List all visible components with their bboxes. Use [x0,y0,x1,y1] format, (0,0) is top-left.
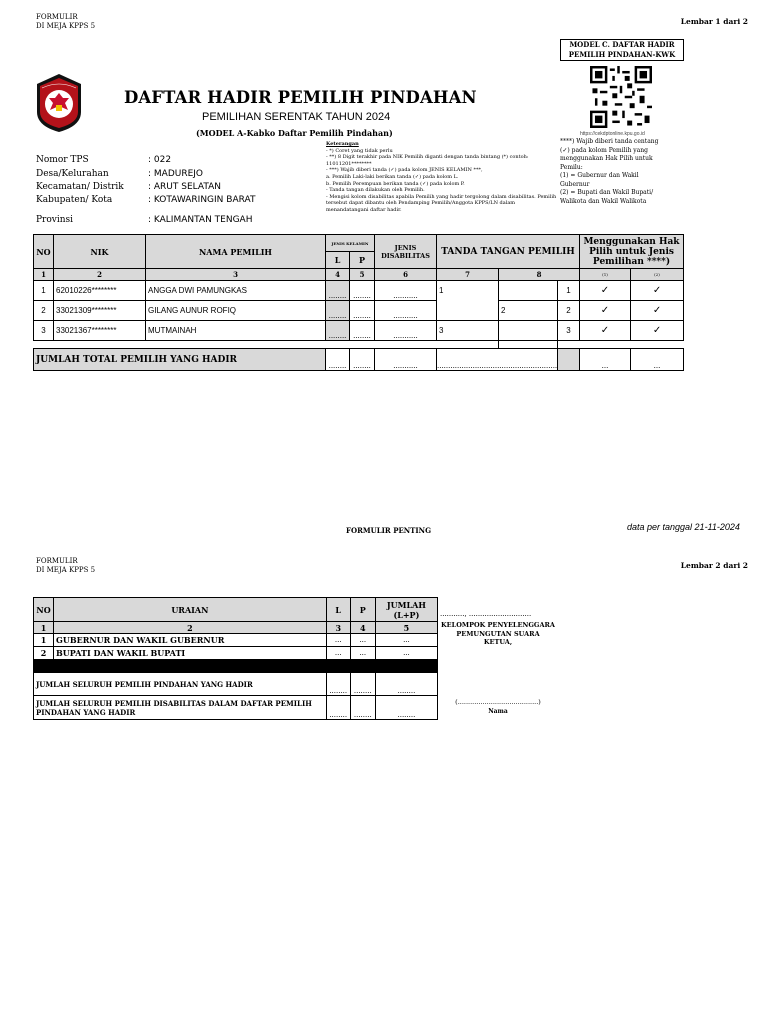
sheet-number: Lembar 1 dari 2 [680,17,748,26]
header-jenis-kelamin: JENIS KELAMIN [326,235,375,252]
data-date: data per tanggal 21-11-2024 [627,522,740,532]
header-uraian: URAIAN [54,598,327,622]
total-row-hadir: JUMLAH SELURUH PEMILIH PINDAHAN YANG HADIR ........ ........ ........ [34,673,438,696]
nama-label: Nama [488,708,508,715]
table-row: 1 GUBERNUR DAN WAKIL GUBERNUR ... ... ... [34,634,438,647]
header-no-2: NO [34,598,54,622]
place-date: ..........., ............................ [440,610,532,618]
sheet-number-2: Lembar 2 dari 2 [680,561,748,570]
column-number-row: 1 2 3 4 5 6 7 8 (1) (2) [34,269,684,281]
formulir-label-2: FORMULIR DI MEJA KPPS 5 [36,557,96,574]
header-nik: NIK [54,235,146,269]
kpu-logo-icon [34,72,84,134]
info-label-desa: Desa/Kelurahan [36,169,109,179]
header-no: NO [34,235,54,269]
info-value-provinsi: : KALIMANTAN TENGAH [148,215,253,225]
summary-table [33,597,438,720]
qr-url: https://cekdptonline.kpu.go.id [580,131,645,137]
header-disabilitas: JENIS DISABILITAS [375,235,437,269]
document-title: DAFTAR HADIR PEMILIH PINDAHAN [124,88,477,107]
table-row: 3 33021367******** MUTMAINAH ........ ........ ........... 3 3 ✓ ✓ [34,321,684,341]
keterangan-notes: Keterangan - *) Coret yang tidak perlu - **) 8 Digit terakhir pada NIK Pemilih diganti dengan tanda bintang (*) contoh: 11011201******** - ***) Wajib diberi tanda (✓) pada kolom JENIS KELAMIN ***, a. Pemilih Laki-laki berikan tanda (✓) pada kolom L. b. Pemilih Perempuan berikan tanda (✓) pada kolom P. - Tanda tangan dilakukan oleh Pemilih. - Mengisi kolom disabilitas apabila Pemilih yang hadir tergolong dalam disabilitas. Pemilih tersebut dapat dibantu oleh Pendamping Pemilih/Anggota KPPS/LN dalam menandatangani daftar hadir. [326,141,557,213]
info-value-kecamatan: : ARUT SELATAN [148,182,222,192]
header-l: L [326,252,350,269]
total-row-disabilitas: JUMLAH SELURUH PEMILIH DISABILITAS DALAM DAFTAR PEMILIH PINDAHAN YANG HADIR ........ ........ ........ [34,696,438,720]
header-l-2: L [326,598,350,622]
info-label-kabupaten: Kabupaten/ Kota [36,195,113,205]
header-tanda-tangan: TANDA TANGAN PEMILIH [437,235,580,269]
formulir-penting: FORMULIR PENTING [346,526,432,535]
header-p-2: P [350,598,375,622]
qr-code-icon [590,66,652,128]
header-p: P [350,252,375,269]
signature-line: (.......................................) [455,698,541,706]
info-label-kecamatan: Kecamatan/ Distrik [36,182,124,192]
info-label-provinsi: Provinsi [36,215,74,225]
column-number-row-2: 1 2 3 4 5 [34,622,438,634]
info-value-tps: : 022 [148,155,172,165]
formulir-label: FORMULIR DI MEJA KPPS 5 [36,13,96,30]
usage-note: ****) Wajib diberi tanda centang (✓) pada kolom Pemilih yang menggunakan Hak Pilih untuk Pemilu: (1) = Gubernur dan Wakil Gubernur (2) = Bupati dan Wakil Bupati/ Walikota dan Wakil Walikota [560,138,659,205]
info-label-tps: Nomor TPS [36,155,89,165]
check-icon: ✓ [580,321,631,341]
check-icon: ✓ [631,281,684,301]
document-subtitle: PEMILIHAN SERENTAK TAHUN 2024 [202,111,391,123]
kelompok-block: KELOMPOK PENYELENGGARA PEMUNGUTAN SUARA KETUA, [441,621,555,646]
check-icon: ✓ [631,301,684,321]
header-nama: NAMA PEMILIH [146,235,326,269]
table-row: 2 BUPATI DAN WAKIL BUPATI ... ... ... [34,647,438,660]
table-row: 2 33021309******** GILANG AUNUR ROFIQ ........ ........ ........... 2 2 ✓ ✓ [34,301,684,321]
total-row: JUMLAH TOTAL PEMILIH YANG HADIR ........ ........ ........... ...................................................... ... ... [34,349,684,371]
info-value-kabupaten: : KOTAWARINGIN BARAT [148,195,256,205]
model-line: (MODEL A-Kabko Daftar Pemilih Pindahan) [196,128,393,138]
attendance-table [33,234,684,371]
header-hak-pilih: Menggunakan Hak Pilih untuk Jenis Pemilihan ****) [580,235,684,269]
black-divider [34,660,438,673]
check-icon: ✓ [631,321,684,341]
check-icon: ✓ [580,281,631,301]
model-box: MODEL C. DAFTAR HADIR PEMILIH PINDAHAN-KWK [560,39,684,61]
info-value-desa: : MADUREJO [148,169,204,179]
header-jumlah: JUMLAH (L+P) [375,598,437,622]
check-icon: ✓ [580,301,631,321]
table-row: 1 62010226******** ANGGA DWI PAMUNGKAS ........ ........ ........... 1 1 ✓ ✓ [34,281,684,301]
total-label: JUMLAH TOTAL PEMILIH YANG HADIR [34,349,326,371]
